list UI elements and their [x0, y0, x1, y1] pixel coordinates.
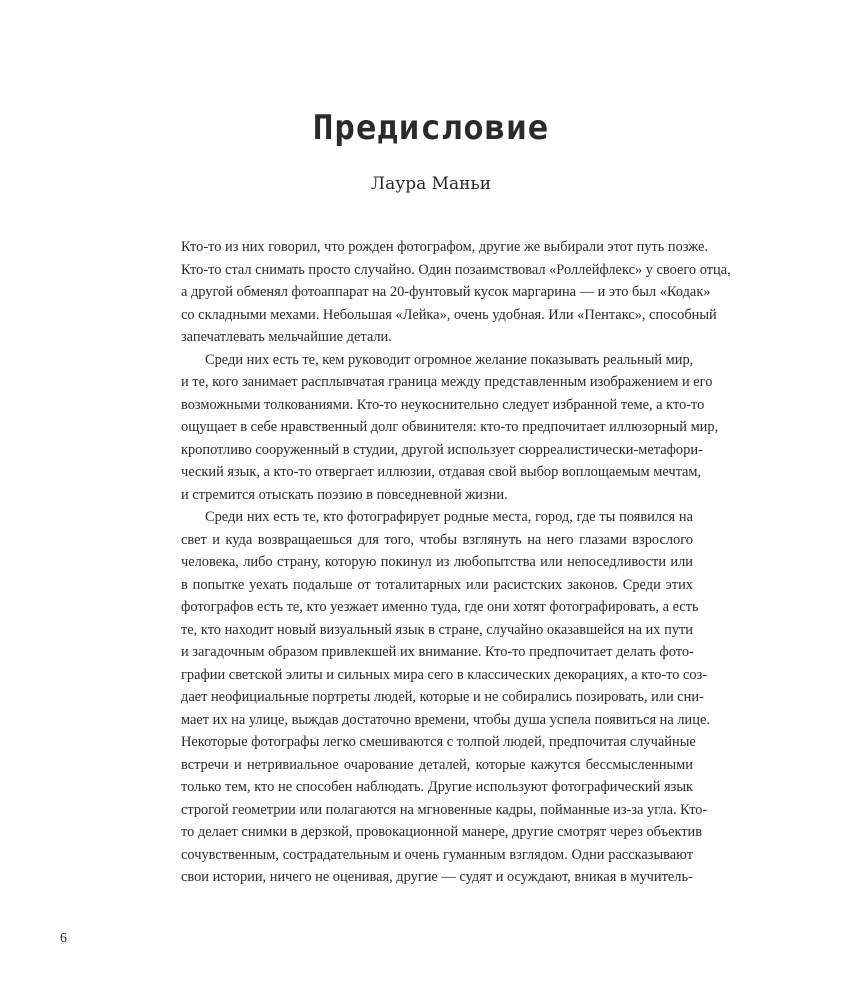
paragraph	[181, 236, 731, 349]
text-line: а другой обменял фотоаппарат на 20-фунтовый кусок маргарина — и это был «Кодак»	[181, 284, 711, 300]
text-line: Кто-то стал снимать просто случайно. Один позаимствовал «Роллейфлекс» у своего отца,	[181, 261, 731, 278]
text-line: ощущает в себе нравственный долг обвинителя: кто-то предпочитает иллюзорный мир,	[181, 419, 719, 435]
text-line: то делает снимки в дерзкой, провокационной манере, другие смотрят через объектив	[181, 824, 703, 840]
text-line: только тем, кто не способен наблюдать. Другие используют фотографический язык	[181, 779, 693, 795]
paragraph	[181, 506, 710, 889]
text-line: в попытке уехать подальше от тоталитарных или расистских законов. Среди этих	[181, 576, 693, 593]
text-line: возможными толкованиями. Кто-то неукоснительно следует избранной теме, а кто-то	[181, 396, 705, 413]
text-line: Среди них есть те, кто фотографирует родные места, город, где ты появился на	[205, 509, 693, 525]
text-line: те, кто находит новый визуальный язык в стране, случайно оказавшейся на их пути	[181, 621, 693, 638]
text-line: мает их на улице, выждав достаточно времени, чтобы душа успела появиться на лице.	[181, 711, 710, 728]
text-line: строгой геометрии или полагаются на мгновенные кадры, пойманные из-за угла. Кто-	[181, 801, 708, 818]
text-line: и те, кого занимает расплывчатая граница между представленным изображением и его	[181, 374, 713, 390]
text-line: сочувственным, сострадательным и очень гуманным взглядом. Одни рассказывают	[181, 846, 693, 863]
text-line: человека, либо страну, которую покинул из любопытства или непоседливости или	[181, 554, 693, 570]
chapter-author: Лаура Маньи	[370, 174, 492, 194]
text-line: графии светской элиты и сильных мира сего в классических декорациях, а кто-то соз-	[181, 666, 708, 683]
text-line: ческий язык, а кто-то отвергает иллюзии, отдавая свой выбор воплощаемым мечтам,	[181, 464, 702, 480]
text-line: и загадочным образом привлекшей их внимание. Кто-то предпочитает делать фото-	[181, 644, 694, 660]
text-line: фотографов есть те, кто уезжает именно туда, где они хотят фотографировать, а есть	[181, 599, 699, 615]
text-line: запечатлевать мельчайшие детали.	[181, 329, 392, 345]
text-line: дает неофициальные портреты людей, которые и не собирались позировать, или сни-	[181, 689, 704, 705]
text-line: и стремится отыскать поэзию в повседневной жизни.	[181, 486, 508, 503]
text-line: Некоторые фотографы легко смешиваются с толпой людей, предпочитая случайные	[181, 734, 696, 750]
text-line: Кто-то из них говорил, что рожден фотографом, другие же выбирали этот путь позже.	[181, 239, 708, 255]
text-line: кропотливо сооруженный в студии, другой использует сюрреалистически-метафори-	[181, 441, 703, 458]
text-line: свои истории, ничего не оценивая, другие — судят и осуждают, вникая в мучитель-	[181, 869, 693, 885]
paragraph	[181, 349, 719, 507]
text-line: встречи и нетривиальное очарование деталей, которые кажутся бессмысленными	[181, 756, 693, 773]
text-line: свет и куда возвращаешься для того, чтобы взглянуть на него глазами взрослого	[181, 531, 693, 548]
text-line: со складными мехами. Небольшая «Лейка», очень удобная. Или «Пентакс», способный	[181, 306, 717, 323]
body-text	[181, 236, 731, 889]
chapter-title: Предисловие	[312, 108, 550, 148]
text-line: Среди них есть те, кем руководит огромное желание показывать реальный мир,	[205, 351, 694, 368]
page-number: 6	[60, 931, 67, 946]
